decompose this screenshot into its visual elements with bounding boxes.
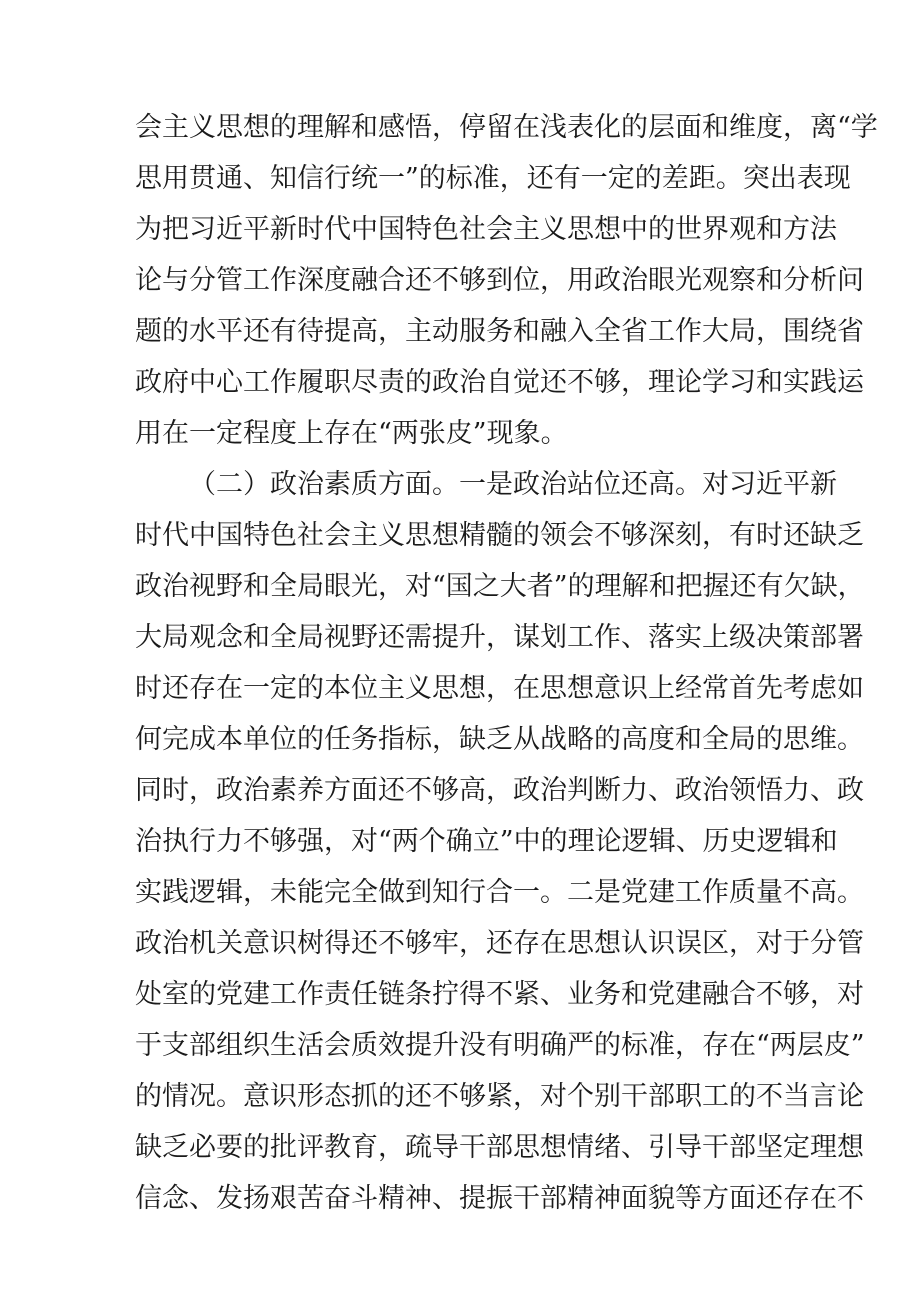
text-line: 会主义思想的理解和感悟，停留在浅表化的层面和维度，离“学 [135, 112, 878, 143]
text-line: 大局观念和全局视野还需提升，谋划工作、落实上级决策部署 [135, 622, 864, 653]
text-line: 同时，政治素养方面还不够高，政治判断力、政治领悟力、政 [135, 775, 864, 806]
text-line: 治执行力不够强，对“两个确立”中的理论逻辑、历史逻辑和 [135, 826, 838, 857]
text-line: 信念、发扬艰苦奋斗精神、提振干部精神面貌等方面还存在不 [135, 1183, 864, 1214]
text-line: 何完成本单位的任务指标，缺乏从战略的高度和全局的思维。 [135, 724, 864, 755]
text-line: 时还存在一定的本位主义思想，在思想意识上经常首先考虑如 [135, 673, 864, 704]
text-line: 政治机关意识树得还不够牢，还存在思想认识误区，对于分管 [135, 928, 864, 959]
text-line: 用在一定程度上存在“两张皮”现象。 [135, 418, 568, 449]
text-line: 思用贯通、知信行统一”的标准，还有一定的差距。突出表现 [135, 163, 851, 194]
text-line: 政府中心工作履职尽责的政治自觉还不够，理论学习和实践运 [135, 367, 864, 398]
text-line: 为把习近平新时代中国特色社会主义思想中的世界观和方法 [135, 214, 837, 245]
text-line: 题的水平还有待提高，主动服务和融入全省工作大局，围绕省 [135, 316, 864, 347]
text-line: 政治视野和全局眼光，对“国之大者”的理解和把握还有欠缺， [135, 571, 865, 602]
text-line: 于支部组织生活会质效提升没有明确严的标准，存在“两层皮” [135, 1030, 865, 1061]
text-line: 处室的党建工作责任链条拧得不紧、业务和党建融合不够，对 [135, 979, 864, 1010]
text-line: 时代中国特色社会主义思想精髓的领会不够深刻，有时还缺乏 [135, 520, 864, 551]
paragraph-heading-line: （二）政治素质方面。一是政治站位还高。对习近平新 [189, 469, 837, 500]
text-line: 实践逻辑，未能完全做到知行合一。二是党建工作质量不高。 [135, 877, 864, 908]
text-line: 的情况。意识形态抓的还不够紧，对个别干部职工的不当言论 [135, 1081, 864, 1112]
text-line: 缺乏必要的批评教育，疏导干部思想情绪、引导干部坚定理想 [135, 1132, 864, 1163]
text-line: 论与分管工作深度融合还不够到位，用政治眼光观察和分析问 [135, 265, 864, 296]
